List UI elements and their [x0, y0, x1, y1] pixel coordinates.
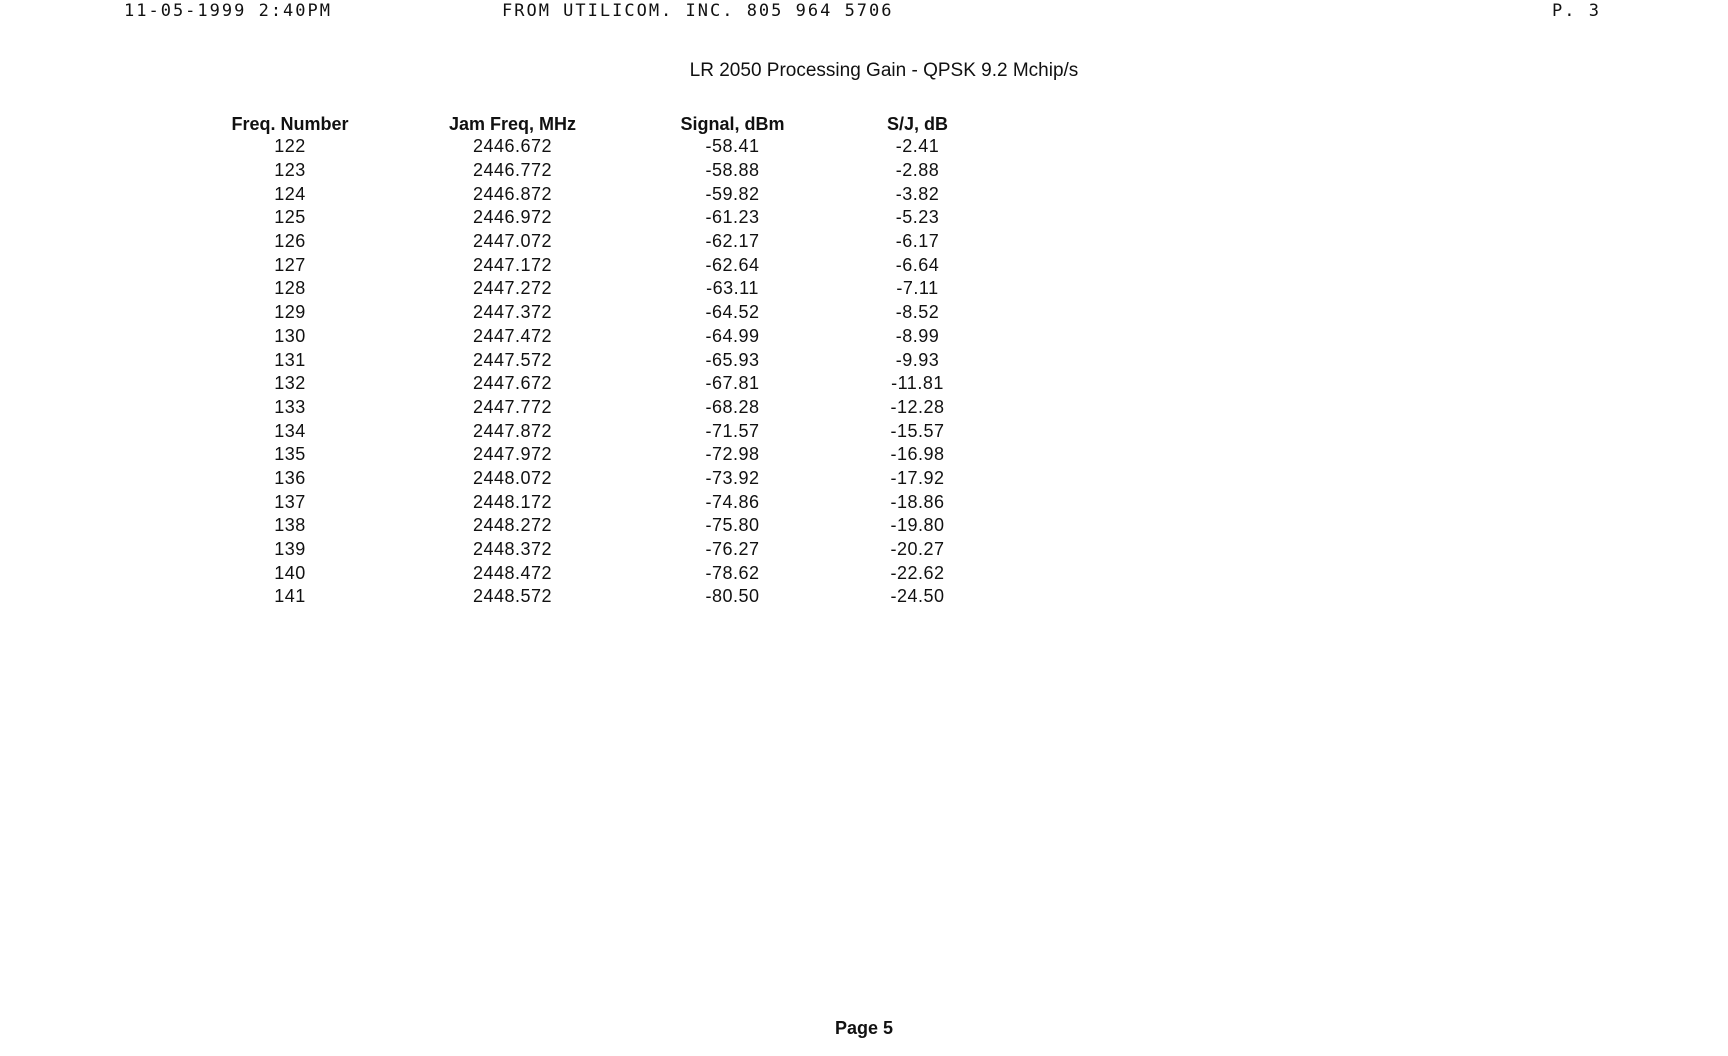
sj-cell: -20.27	[890, 539, 945, 560]
table-row	[190, 585, 1005, 609]
signal-cell: -63.11	[706, 278, 759, 299]
freq-number-cell: 122	[274, 136, 306, 157]
table-row	[190, 490, 1005, 514]
freq-number-cell: 128	[274, 278, 306, 299]
jam-freq-cell: 2447.972	[472, 444, 553, 465]
table-row	[190, 348, 1005, 372]
signal-cell: -71.57	[705, 420, 760, 441]
signal-cell: -78.62	[705, 562, 760, 583]
sj-cell: -18.86	[890, 491, 945, 512]
signal-cell: -62.17	[705, 231, 760, 252]
table-row	[190, 561, 1005, 585]
sj-cell: -6.17	[895, 231, 940, 252]
freq-number-cell: 123	[274, 160, 306, 181]
sj-cell: -8.99	[895, 325, 940, 346]
table-row	[190, 206, 1005, 230]
sj-cell: -6.64	[895, 254, 940, 275]
signal-cell: -58.88	[705, 160, 760, 181]
table-row	[190, 419, 1005, 443]
table-row	[190, 159, 1005, 183]
column-header: Jam Freq, MHz	[448, 113, 577, 134]
table-header-row	[190, 113, 1005, 135]
freq-number-cell: 139	[274, 539, 306, 560]
freq-number-cell: 138	[274, 515, 306, 536]
sj-cell: -5.23	[895, 207, 940, 228]
column-header: Freq. Number	[231, 113, 349, 134]
sj-cell: -7.11	[896, 278, 939, 299]
table-row	[190, 230, 1005, 254]
column-header: Signal, dBm	[680, 113, 785, 134]
signal-cell: -67.81	[705, 373, 760, 394]
freq-number-cell: 136	[274, 467, 306, 488]
freq-number-cell: 132	[274, 373, 306, 394]
sj-cell: -2.88	[895, 160, 940, 181]
freq-number-cell: 125	[274, 207, 306, 228]
signal-cell: -80.50	[705, 586, 760, 607]
signal-cell: -62.64	[705, 254, 760, 275]
table-row	[190, 443, 1005, 467]
jam-freq-cell: 2447.172	[472, 254, 553, 275]
table-row	[190, 301, 1005, 325]
table-row	[190, 372, 1005, 396]
table-row	[190, 396, 1005, 420]
signal-cell: -73.92	[705, 467, 760, 488]
jam-freq-cell: 2447.772	[472, 396, 553, 417]
jam-freq-cell: 2448.072	[472, 467, 553, 488]
signal-cell: -76.27	[705, 539, 760, 560]
signal-cell: -68.28	[705, 396, 760, 417]
freq-number-cell: 124	[274, 183, 306, 204]
sj-cell: -17.92	[890, 467, 945, 488]
jam-freq-cell: 2448.472	[472, 562, 553, 583]
freq-number-cell: 141	[274, 586, 306, 607]
table-row	[190, 538, 1005, 562]
jam-freq-cell: 2447.372	[472, 302, 553, 323]
table-row	[190, 253, 1005, 277]
sj-cell: -19.80	[890, 515, 945, 536]
jam-freq-cell: 2446.772	[472, 160, 553, 181]
freq-number-cell: 140	[274, 562, 306, 583]
fax-sender: FROM UTILICOM. INC. 805 964 5706	[502, 1, 894, 21]
signal-cell: -64.52	[705, 302, 760, 323]
jam-freq-cell: 2447.072	[472, 231, 553, 252]
document-title: LR 2050 Processing Gain - QPSK 9.2 Mchip/s	[689, 60, 1079, 81]
jam-freq-cell: 2448.372	[472, 539, 553, 560]
jam-freq-cell: 2446.672	[472, 136, 553, 157]
fax-header	[0, 0, 1728, 24]
jam-freq-cell: 2447.572	[472, 349, 553, 370]
table-row	[190, 182, 1005, 206]
freq-number-cell: 126	[274, 231, 306, 252]
sj-cell: -22.62	[890, 562, 945, 583]
jam-freq-cell: 2447.872	[472, 420, 553, 441]
freq-number-cell: 127	[274, 254, 306, 275]
freq-number-cell: 135	[274, 444, 306, 465]
signal-cell: -74.86	[705, 491, 760, 512]
signal-cell: -64.99	[705, 325, 760, 346]
data-table	[190, 113, 1005, 609]
sj-cell: -16.98	[890, 444, 945, 465]
table-row	[190, 325, 1005, 349]
signal-cell: -59.82	[705, 183, 760, 204]
freq-number-cell: 129	[274, 302, 306, 323]
sj-cell: -15.57	[890, 420, 945, 441]
jam-freq-cell: 2448.172	[472, 491, 553, 512]
signal-cell: -58.41	[705, 136, 760, 157]
fax-page-number: P. 3	[1552, 1, 1601, 21]
signal-cell: -61.23	[705, 207, 760, 228]
jam-freq-cell: 2447.472	[472, 325, 553, 346]
sj-cell: -11.81	[891, 373, 944, 394]
table-body	[190, 135, 1005, 609]
sj-cell: -24.50	[890, 586, 945, 607]
table-row	[190, 135, 1005, 159]
jam-freq-cell: 2447.672	[472, 373, 553, 394]
sj-cell: -12.28	[890, 396, 945, 417]
page-footer: Page 5	[834, 1018, 894, 1038]
jam-freq-cell: 2446.972	[472, 207, 553, 228]
sj-cell: -2.41	[895, 136, 940, 157]
sj-cell: -8.52	[895, 302, 940, 323]
signal-cell: -65.93	[705, 349, 760, 370]
fax-datetime: 11-05-1999 2:40PM	[124, 1, 332, 21]
column-header: S/J, dB	[886, 113, 948, 134]
freq-number-cell: 130	[274, 325, 306, 346]
table-row	[190, 277, 1005, 301]
table-row	[190, 467, 1005, 491]
sj-cell: -9.93	[895, 349, 940, 370]
jam-freq-cell: 2448.572	[472, 586, 553, 607]
signal-cell: -72.98	[705, 444, 760, 465]
signal-cell: -75.80	[705, 515, 760, 536]
freq-number-cell: 131	[274, 349, 306, 370]
jam-freq-cell: 2446.872	[472, 183, 553, 204]
table-row	[190, 514, 1005, 538]
freq-number-cell: 134	[274, 420, 306, 441]
jam-freq-cell: 2448.272	[472, 515, 553, 536]
sj-cell: -3.82	[895, 183, 940, 204]
freq-number-cell: 137	[274, 491, 306, 512]
jam-freq-cell: 2447.272	[472, 278, 553, 299]
freq-number-cell: 133	[274, 396, 306, 417]
